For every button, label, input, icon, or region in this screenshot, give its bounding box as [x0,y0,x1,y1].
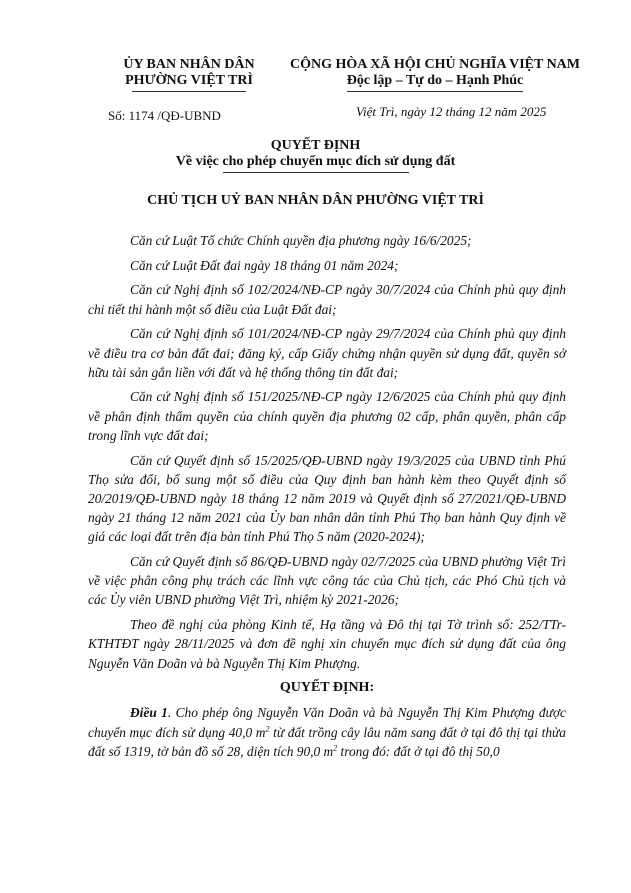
issuer-title: CHỦ TỊCH UỶ BAN NHÂN DÂN PHƯỜNG VIỆT TRÌ [147,193,484,208]
superscript-2: 2 [265,724,270,734]
preamble-paragraph: Căn cứ Quyết định số 86/QĐ-UBND ngày 02/7/2025 của UBND phường Việt Trì về việc phân công phụ trách các lĩnh vực công tác của Chủ tịch, các Phó Chủ tịch và các Ủy viên UBND phường Việt Trì, nhiệm kỳ 2021-2026; [88,554,566,608]
subject-underline [223,172,409,173]
preamble-paragraph: Căn cứ Nghị định số 101/2024/NĐ-CP ngày 29/7/2024 của Chính phủ quy định về điều tra cơ bản đất đai; đăng ký, cấp Giấy chứng nhận quyền sử dụng đất, quyền sở hữu tài sản gắn liền với đất và hệ thống thông tin đất đai; [88,326,566,380]
agency-underline [132,91,246,92]
issuing-agency [96,57,282,92]
preamble-paragraph: Căn cứ Nghị định số 102/2024/NĐ-CP ngày 30/7/2024 của Chính phủ quy định chi tiết thi hành một số điều của Luật Đất đai; [88,282,566,317]
nation-line-1: CỘNG HÒA XÃ HỘI CHỦ NGHĨA VIỆT NAM [289,57,580,72]
preamble-paragraph: Căn cứ Nghị định số 151/2025/NĐ-CP ngày 12/6/2025 của Chính phủ quy định về phân định thẩm quyền của chính quyền địa phương 02 cấp, phân quyền, phân cấp trong lĩnh vực đất đai; [88,389,566,443]
superscript-2: 2 [333,743,338,753]
preamble-paragraph: Căn cứ Luật Tổ chức Chính quyền địa phương ngày 16/6/2025; [130,233,472,248]
decision-heading: QUYẾT ĐỊNH: [279,680,375,696]
preamble-paragraph: Theo đề nghị của phòng Kinh tế, Hạ tầng và Đô thị tại Tờ trình số: 252/TTr-KTHTĐT ngày 28/11/2025 và đơn đề nghị xin chuyển mục đích sử dụng đất của ông Nguyễn Văn Doãn và bà Nguyễn Thị Kim Phượng. [88,617,566,671]
document-title [0,138,631,173]
article-1-text-c: trong đó: đất ở tại đô thị 50,0 [337,743,500,759]
preamble-paragraph: Căn cứ Luật Đất đai ngày 18 tháng 01 năm 2024; [130,257,399,273]
title-heading: QUYẾT ĐỊNH [270,138,361,153]
national-motto [270,57,600,92]
document-number: Số: 1174 /QĐ-UBND [108,108,221,123]
article-1-text-b: từ đất trồng cây lâu năm sang đất ở tại đô thị tại thửa đất số 1319, tờ bản đồ số 28, diện tích 90,0 m [88,724,567,759]
preamble-paragraph: Căn cứ Quyết định số 15/2025/QĐ-UBND ngày 19/3/2025 của UBND tỉnh Phú Thọ sửa đổi, bổ sung một số điều của Quy định ban hành kèm theo Quyết định số 20/2019/QĐ-UBND ngày 18 tháng 12 năm 2019 và Quyết định số 27/2021/QĐ-UBND ngày 21 tháng 12 năm 2021 của Ủy ban nhân dân tỉnh Phú Thọ ban hành Quy định về giá các loại đất trên địa bàn tỉnh Phú Thọ 5 năm (2020-2024); [88,452,566,545]
agency-line-1: ỦY BAN NHÂN DÂN [123,57,255,72]
title-subject: Về việc cho phép chuyển mục đích sử dụng đất [175,154,456,169]
document-body [88,231,566,767]
article-1-text-a: . Cho phép ông Nguyễn Văn Doãn và bà Nguyễn Thị Kim Phượng được chuyển mục đích sử dụng 40,0 m [88,705,566,740]
article-1 [88,703,566,761]
article-1-label: Điều 1 [130,705,168,721]
motto-underline [347,91,523,92]
nation-line-2: Độc lập – Tự do – Hạnh Phúc [346,73,524,88]
place-date: Việt Trì, ngày 12 tháng 12 năm 2025 [356,104,547,119]
agency-line-2: PHƯỜNG VIỆT TRÌ [125,73,253,88]
